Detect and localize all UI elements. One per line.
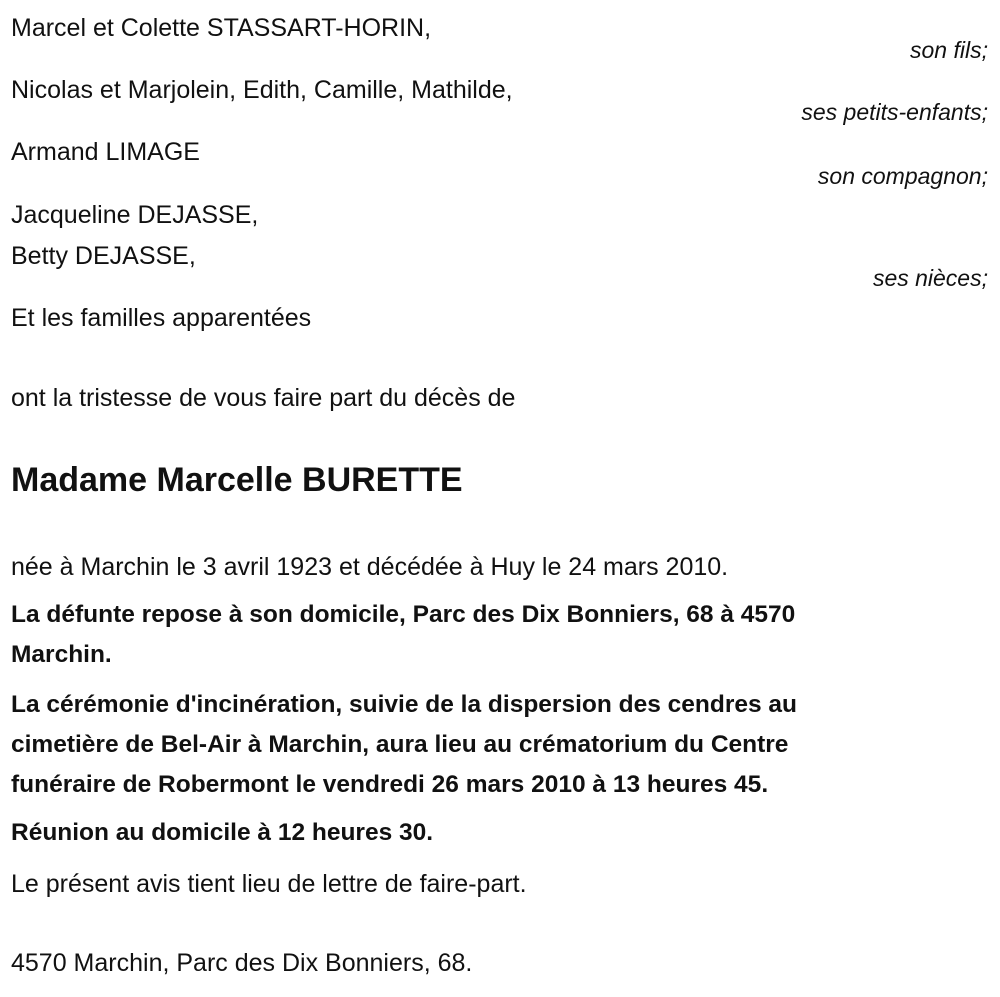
family-name-4a: Jacqueline DEJASSE,	[11, 201, 259, 229]
family-name-2: Nicolas et Marjolein, Edith, Camille, Mathilde,	[11, 76, 513, 104]
family-relation-3: son compagnon;	[817, 163, 988, 189]
family-name-3: Armand LIMAGE	[11, 138, 200, 166]
family-relation-4: ses nièces;	[872, 265, 988, 291]
family-name-1: Marcel et Colette STASSART-HORIN,	[11, 14, 432, 42]
ceremony-line-1: La cérémonie d'incinération, suivie de la dispersion des cendres au	[11, 691, 798, 718]
address: 4570 Marchin, Parc des Dix Bonniers, 68.	[11, 949, 473, 977]
deceased-name: Madame Marcelle BURETTE	[11, 461, 463, 499]
reunion: Réunion au domicile à 12 heures 30.	[11, 819, 434, 846]
birth-death: née à Marchin le 3 avril 1923 et décédée à Huy le 24 mars 2010.	[11, 553, 729, 581]
ceremony-line-2: cimetière de Bel-Air à Marchin, aura lieu au crématorium du Centre	[11, 731, 789, 758]
ceremony-line-3: funéraire de Robermont le vendredi 26 mars 2010 à 13 heures 45.	[11, 771, 769, 798]
repose-line-2: Marchin.	[11, 641, 112, 668]
repose-line-1: La défunte repose à son domicile, Parc des Dix Bonniers, 68 à 4570	[11, 601, 796, 628]
relatives-line: Et les familles apparentées	[11, 304, 312, 332]
family-name-4b: Betty DEJASSE,	[11, 242, 196, 270]
notice: Le présent avis tient lieu de lettre de faire-part.	[11, 870, 527, 898]
family-relation-2: ses petits-enfants;	[801, 99, 988, 125]
announcement: ont la tristesse de vous faire part du décès de	[11, 384, 516, 412]
family-relation-1: son fils;	[910, 37, 988, 63]
